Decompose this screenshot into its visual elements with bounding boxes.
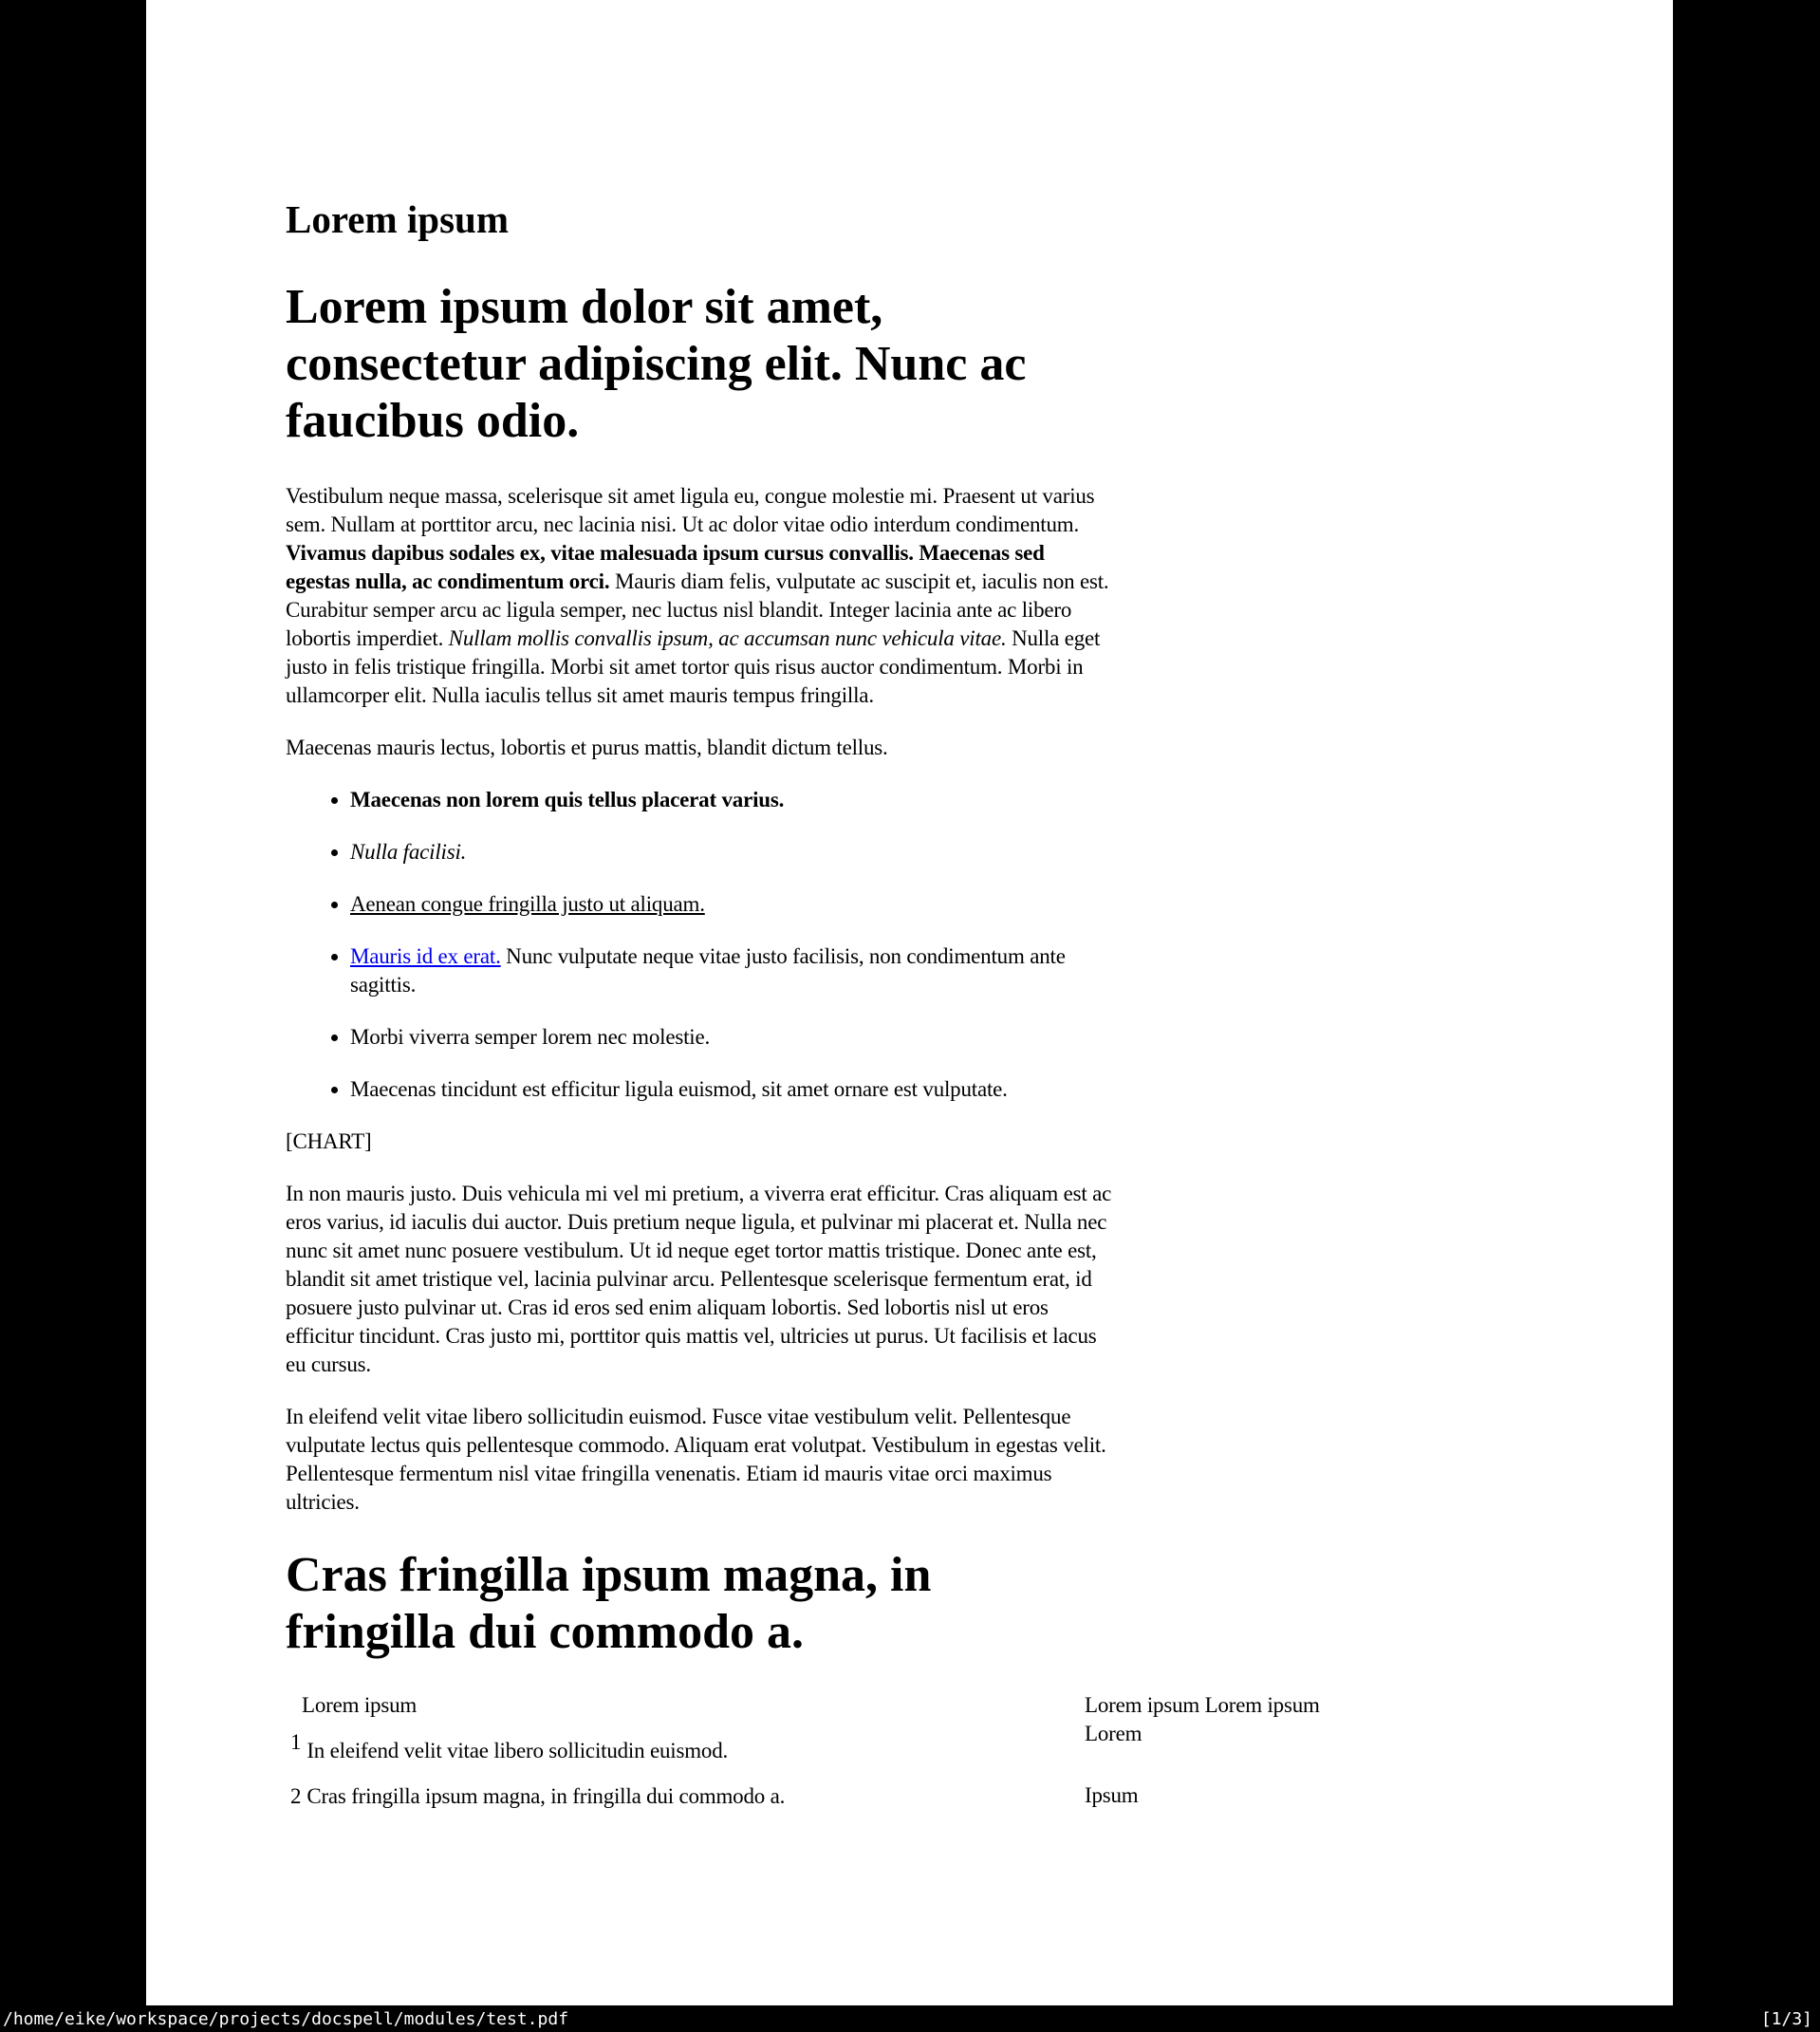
footnote-table (286, 1691, 1344, 1811)
text-segment: Vestibulum neque massa, scelerisque sit amet ligula eu, congue molestie mi. Praesent ut varius sem. Nullam at porttitor arcu, nec lacinia nisi. Ut ac dolor vitae odio interdum condimentum. (286, 484, 1095, 536)
footnote-table-left-column (286, 1691, 1085, 1811)
page-indicator: [1/3] (1760, 2008, 1812, 2029)
text-segment: Nulla facilisi. (350, 840, 467, 864)
list-item (350, 942, 1113, 999)
footnote-right-value: Ipsum (1085, 1783, 1139, 1807)
document-title-large: Lorem ipsum dolor sit amet, consectetur adipiscing elit. Nunc ac faucibus odio. (286, 280, 1027, 448)
footnote-number: 1 (290, 1730, 302, 1754)
footnote-text: In eleifend velit vitae libero sollicitudin euismod. (306, 1739, 729, 1762)
text-segment: Aenean congue fringilla justo ut aliquam. (350, 892, 705, 916)
section-heading: Cras fringilla ipsum magna, in fringilla dui commodo a. (286, 1548, 932, 1659)
text-segment: Maecenas tincidunt est efficitur ligula euismod, sit amet ornare est vulputate. (350, 1077, 1008, 1101)
footnote-number: 2 (290, 1784, 302, 1808)
text-segment: Nulla eget justo in felis tristique fringilla. Morbi sit amet tortor quis risus auctor condimentum. Morbi in ullamcorper elit. Nulla iaculis tellus sit amet mauris tempus fringilla. (286, 626, 1101, 707)
file-path: /home/eike/workspace/projects/docspell/modules/test.pdf (3, 2008, 569, 2029)
footnote-item (286, 1730, 1085, 1765)
document-title-small: Lorem ipsum (286, 197, 510, 241)
text-segment: Morbi viverra semper lorem nec molestie. (350, 1025, 711, 1049)
footnote-table-header-left: Lorem ipsum (302, 1693, 418, 1717)
footnote-table-right-column (1085, 1691, 1339, 1811)
text-segment: Nunc vulputate neque vitae justo facilisis, non condimentum ante sagittis. (350, 944, 1066, 997)
list-item (350, 890, 1113, 919)
text-segment: Maecenas non lorem quis tellus placerat varius. (350, 788, 785, 811)
list-item (350, 1075, 1113, 1104)
link-mauris-id-ex-erat[interactable]: Mauris id ex erat. (350, 944, 501, 968)
text-segment: Mauris diam felis, vulputate ac suscipit et, iaculis non est. Curabitur semper arcu ac ligula semper, nec luctus nisl blandit. Integer lacinia ante ac libero lobortis imperdiet. (286, 569, 1109, 650)
list-item (350, 838, 1113, 867)
chart-placeholder: [CHART] (286, 1129, 372, 1153)
footnote-table-header-right: Lorem ipsum Lorem ipsum Lorem (1085, 1693, 1320, 1745)
paragraph-intro (286, 482, 1113, 710)
text-segment: Vivamus dapibus sodales ex, vitae malesuada ipsum cursus convallis. Maecenas sed egestas nulla, ac condimentum orci. (286, 541, 1045, 593)
paragraph-body-1: In non mauris justo. Duis vehicula mi vel mi pretium, a viverra erat efficitur. Cras aliquam est ac eros varius, id iaculis dui auctor. Duis pretium neque ligula, et pulvinar mi placerat et. Nulla nec nunc sit amet nunc posuere vestibulum. Ut id neque eget tortor mattis tristique. Donec ante est, blandit sit amet tristique vel, lacinia pulvinar arcu. Pellentesque scelerisque fermentum erat, id posuere justo pulvinar ut. Cras id eros sed enim aliquam lobortis. Sed lobortis nisl ut eros efficitur tincidunt. Cras justo mi, porttitor quis mattis vel, ultricies ut purus. Ut facilisis et lacus eu cursus. (286, 1182, 1112, 1376)
paragraph-lead-in: Maecenas mauris lectus, lobortis et purus mattis, blandit dictum tellus. (286, 736, 888, 759)
text-segment: Nullam mollis convallis ipsum, ac accumsan nunc vehicula vitae. (448, 626, 1007, 650)
document-content (286, 0, 1320, 1811)
status-bar (0, 2005, 1820, 2032)
paragraph-body-2: In eleifend velit vitae libero sollicitudin euismod. Fusce vitae vestibulum velit. Pellentesque vulputate lectus quis pellentesque commodo. Aliquam erat volutpat. Vestibulum in egestas velit. Pellentesque fermentum nisl vitae fringilla venenatis. Etiam id mauris vitae orci maximus ultricies. (286, 1405, 1106, 1514)
list-item (350, 1023, 1113, 1052)
bullet-list (286, 786, 1113, 1104)
list-item (350, 786, 1113, 814)
document-page (146, 0, 1673, 2005)
footnote-text: Cras fringilla ipsum magna, in fringilla dui commodo a. (306, 1784, 786, 1808)
footnote-item (286, 1782, 1085, 1811)
